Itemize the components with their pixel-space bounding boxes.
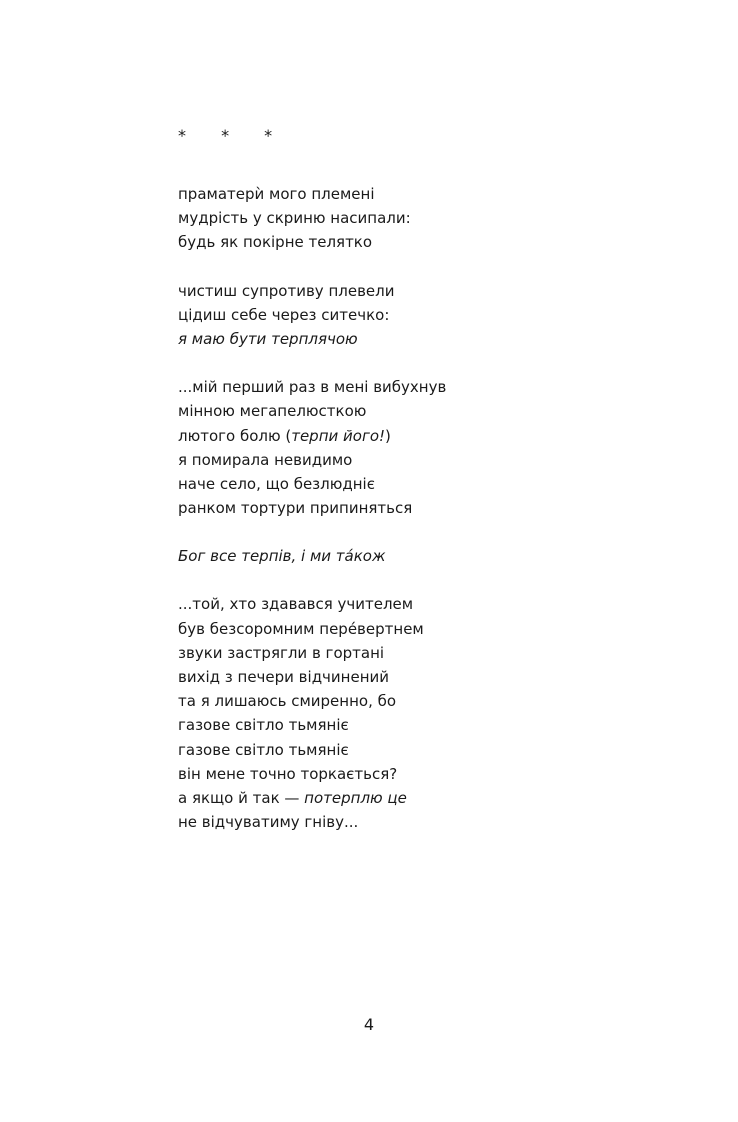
poem-line bbox=[178, 738, 698, 762]
text-segment: був безсоромним пере́вертнем bbox=[178, 619, 424, 638]
text-segment: вихід з печери відчинений bbox=[178, 668, 390, 686]
poem-line bbox=[178, 279, 698, 303]
poem-line bbox=[178, 544, 698, 568]
poem-line bbox=[178, 448, 698, 472]
italic-segment: Бог все терпів, і ми та́кож bbox=[178, 547, 386, 566]
poem-line bbox=[178, 689, 698, 713]
text-segment: ) bbox=[385, 426, 391, 445]
page-number: 4 bbox=[363, 1015, 375, 1034]
text-segment: я помирала невидимо bbox=[178, 450, 353, 469]
poem-line bbox=[178, 327, 698, 351]
poem-line bbox=[178, 424, 698, 448]
poem-line bbox=[178, 206, 698, 230]
text-segment: ...той, хто здавався учителем bbox=[178, 595, 414, 614]
poem-line bbox=[178, 617, 698, 641]
poem-line bbox=[178, 182, 698, 206]
text-segment: ...мій перший раз в мені вибухнув bbox=[178, 378, 447, 397]
poem-line bbox=[178, 375, 698, 399]
poem-line bbox=[178, 230, 698, 254]
text-segment: ранком тортури припиняться bbox=[178, 499, 413, 518]
poem-line bbox=[178, 496, 698, 520]
italic-segment: я маю бути терплячою bbox=[178, 329, 358, 348]
poem bbox=[178, 124, 698, 858]
text-segment: будь як покірне телятко bbox=[178, 233, 373, 252]
poem-line bbox=[178, 641, 698, 665]
text-segment: а якщо й так — bbox=[178, 788, 305, 807]
text-segment: чистиш супротиву плевели bbox=[178, 281, 395, 300]
text-segment: він мене точно торкається? bbox=[178, 764, 398, 783]
text-segment: праматерѝ мого племені bbox=[178, 185, 375, 203]
italic-segment: потерплю це bbox=[304, 788, 407, 807]
text-segment: та я лишаюсь смиренно, бо bbox=[178, 692, 397, 711]
text-segment: не відчуватиму гніву... bbox=[178, 813, 359, 832]
text-segment: лютого болю ( bbox=[178, 426, 292, 445]
poem-line bbox=[178, 399, 698, 423]
stanza bbox=[178, 544, 698, 568]
text-segment: мінною мегапелюсткою bbox=[178, 402, 367, 421]
text-segment: звуки застрягли в гортані bbox=[178, 643, 385, 662]
poem-line bbox=[178, 472, 698, 496]
text-segment: мудрість у скриню насипали: bbox=[178, 209, 411, 228]
poem-line bbox=[178, 592, 698, 616]
poem-line bbox=[178, 810, 698, 834]
stanza bbox=[178, 182, 698, 255]
text-segment: газове світло тьмяніє bbox=[178, 740, 349, 759]
poem-line bbox=[178, 713, 698, 737]
poem-line bbox=[178, 786, 698, 810]
italic-segment: терпи його! bbox=[291, 426, 386, 445]
text-segment: наче село, що безлюдніє bbox=[178, 474, 375, 493]
poem-line bbox=[178, 303, 698, 327]
stanza bbox=[178, 592, 698, 834]
stanza bbox=[178, 375, 698, 520]
poem-line bbox=[178, 762, 698, 786]
poem-stanzas bbox=[178, 182, 698, 834]
asterism-divider: * * * bbox=[178, 126, 288, 145]
text-segment: цідиш себе через ситечко: bbox=[178, 305, 390, 324]
stanza bbox=[178, 279, 698, 352]
poem-line bbox=[178, 665, 698, 689]
text-segment: газове світло тьмяніє bbox=[178, 716, 349, 735]
